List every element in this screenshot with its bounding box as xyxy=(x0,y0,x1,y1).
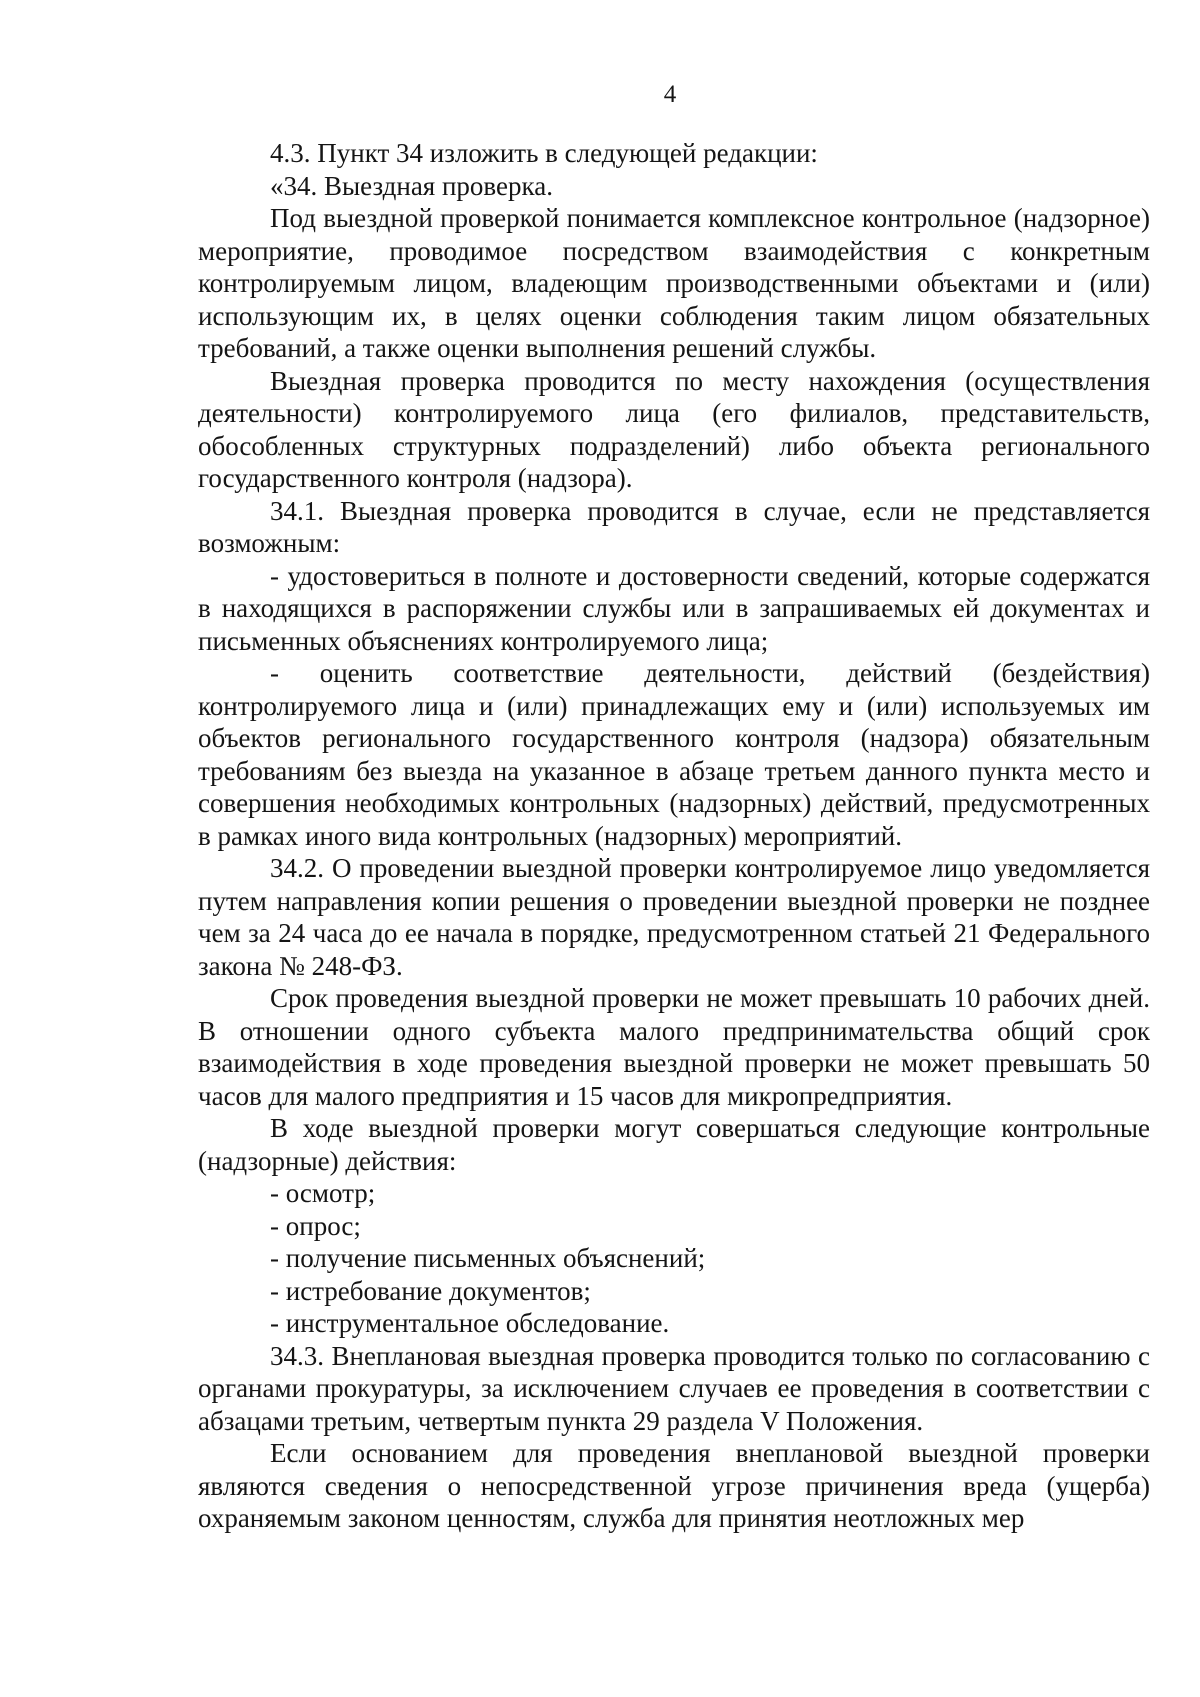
list-item-survey: - опрос; xyxy=(270,1210,361,1241)
list-item-instrumental: - инструментальное обследование. xyxy=(270,1308,670,1338)
paragraph-34-2: 34.2. О проведении выездной проверки контролируемое лицо уведомляется путем направления копии решения о проведении выездной проверки не позднее чем за 24 часа до ее начала в порядке, предусмотренном статьей 21 Федерального закона № 248-ФЗ. xyxy=(198,853,1150,981)
list-item-explanations: - получение письменных объяснений; xyxy=(270,1243,706,1273)
paragraph-definition: Под выездной проверкой понимается комплексное контрольное (надзорное) мероприятие, проводимое посредством взаимодействия с конкретным контролируемым лицом, владеющим производственными объектами и (или) использующим их, в целях оценки соблюдения таким лицом обязательных требований, а также оценки выполнения решений службы. xyxy=(198,203,1150,363)
paragraph-location: Выездная проверка проводится по месту нахождения (осуществления деятельности) контролируемого лица (его филиалов, представительств, обособленных структурных подразделений) либо объекта регионального государственного контроля (надзора). xyxy=(198,365,1150,493)
document-body xyxy=(198,137,1150,1535)
paragraph-34-1: 34.1. Выездная проверка проводится в случае, если не представляется возможным: xyxy=(198,495,1150,558)
page-number: 4 xyxy=(663,81,677,108)
paragraph-urgent: Если основанием для проведения внеплановой выездной проверки являются сведения о непосредственной угрозе причинения вреда (ущерба) охраняемым законом ценностям, служба для принятия неотложных мер xyxy=(198,1438,1150,1533)
list-item-assess: - оценить соответствие деятельности, действий (бездействия) контролируемого лица и (или) принадлежащих ему и (или) используемых им объектов регионального государственного контроля (надзора) обязательным требованиям без выезда на указанное в абзаце третьем данного пункта место и совершения необходимых контрольных (надзорных) действий, предусмотренных в рамках иного вида контрольных (надзорных) мероприятий. xyxy=(198,658,1150,851)
paragraph-34-3: 34.3. Внеплановая выездная проверка проводится только по согласованию с органами прокуратуры, за исключением случаев ее проведения в соответствии с абзацами третьим, четвертым пункта 29 раздела V Положения. xyxy=(198,1340,1150,1436)
list-item-verify: - удостовериться в полноте и достоверности сведений, которые содержатся в находящихся в распоряжении службы или в запрашиваемых ей документах и письменных объяснениях контролируемого лица; xyxy=(198,560,1150,656)
paragraph-heading-4-3: 4.3. Пункт 34 изложить в следующей редакции: xyxy=(270,138,818,168)
paragraph-duration: Срок проведения выездной проверки не может превышать 10 рабочих дней. В отношении одного субъекта малого предпринимательства общий срок взаимодействия в ходе проведения выездной проверки не может превышать 50 часов для малого предприятия и 15 часов для микропредприятия. xyxy=(198,983,1150,1111)
list-item-inspection: - осмотр; xyxy=(270,1178,376,1208)
paragraph-heading-34: «34. Выездная проверка. xyxy=(270,170,553,201)
paragraph-actions-intro: В ходе выездной проверки могут совершаться следующие контрольные (надзорные) действия: xyxy=(198,1113,1150,1176)
list-item-documents: - истребование документов; xyxy=(270,1275,591,1306)
